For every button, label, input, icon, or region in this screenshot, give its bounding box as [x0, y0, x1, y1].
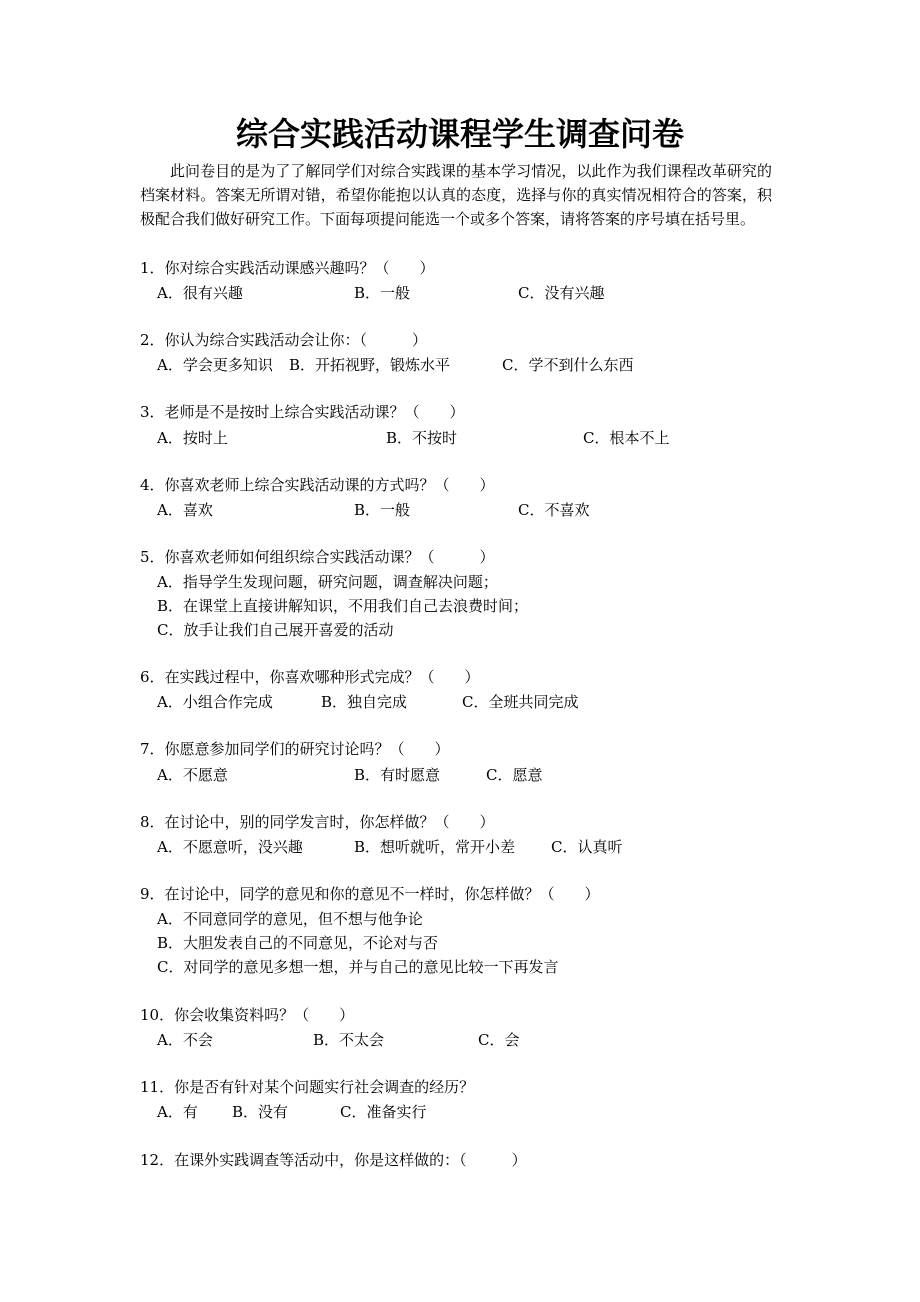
question-12: 12．在课外实践调查等活动中，你是这样做的：（ ）: [140, 1151, 527, 1169]
q4-option-b: B．一般: [354, 501, 411, 519]
q3-option-c: C．根本不上: [583, 429, 670, 447]
q6-option-a: A．小组合作完成: [157, 693, 273, 711]
q7-option-a: A．不愿意: [157, 766, 228, 784]
question-3: 3．老师是不是按时上综合实践活动课？（ ）: [140, 403, 465, 421]
intro-paragraph: [140, 159, 772, 231]
question-2: 2．你认为综合实践活动会让你：（ ）: [140, 331, 428, 349]
q1-option-b: B．一般: [354, 284, 411, 302]
q4-option-c: C．不喜欢: [518, 501, 590, 519]
page-title: 综合实践活动课程学生调查问卷: [235, 115, 684, 153]
q10-option-b: B．不太会: [313, 1031, 385, 1049]
question-10: 10．你会收集资料吗？（ ）: [140, 1006, 355, 1024]
question-7: 7．你愿意参加同学们的研究讨论吗？（ ）: [140, 740, 450, 758]
q2-option-c: C．学不到什么东西: [502, 356, 634, 374]
q11-option-b: B．没有: [232, 1103, 289, 1121]
q5-option-b: B．在课堂上直接讲解知识，不用我们自己去浪费时间；: [157, 597, 529, 615]
q8-option-a: A．不愿意听，没兴趣: [157, 838, 303, 856]
q11-option-c: C．准备实行: [340, 1103, 427, 1121]
question-4: 4．你喜欢老师上综合实践活动课的方式吗？（ ）: [140, 476, 495, 494]
q3-option-b: B．不按时: [386, 429, 458, 447]
intro-text: 此问卷目的是为了了解同学们对综合实践课的基本学习情况，以此作为我们课程改革研究的档案材料。答案无所谓对错，希望你能抱以认真的态度，选择与你的真实情况相符合的答案，积极配合我们做好研究工作。下面每项提问能选一个或多个答案，请将答案的序号填在括号里。: [140, 162, 772, 228]
q9-option-a: A．不同意同学的意见，但不想与他争论: [157, 910, 423, 928]
q1-option-a: A．很有兴趣: [157, 284, 243, 302]
q9-option-b: B．大胆发表自己的不同意见，不论对与否: [157, 934, 439, 952]
q8-option-c: C．认真听: [551, 838, 623, 856]
q5-option-a: A．指导学生发现问题，研究问题，调查解决问题；: [157, 573, 498, 591]
question-1: 1．你对综合实践活动课感兴趣吗？（ ）: [140, 259, 435, 277]
q3-option-a: A．按时上: [157, 429, 228, 447]
q8-option-b: B．想听就听，常开小差: [354, 838, 516, 856]
q2-option-a: A．学会更多知识: [157, 356, 273, 374]
q1-option-c: C．没有兴趣: [518, 284, 605, 302]
q5-option-c: C．放手让我们自己展开喜爱的活动: [157, 621, 394, 639]
q6-option-c: C．全班共同完成: [462, 693, 579, 711]
q9-option-c: C．对同学的意见多想一想，并与自己的意见比较一下再发言: [157, 958, 559, 976]
question-9: 9．在讨论中，同学的意见和你的意见不一样时，你怎样做？（ ）: [140, 885, 600, 903]
q11-option-a: A．有: [157, 1103, 198, 1121]
question-6: 6．在实践过程中，你喜欢哪种形式完成？（ ）: [140, 668, 480, 686]
q7-option-b: B．有时愿意: [354, 766, 441, 784]
q10-option-c: C．会: [478, 1031, 520, 1049]
q7-option-c: C．愿意: [486, 766, 543, 784]
q10-option-a: A．不会: [157, 1031, 213, 1049]
question-8: 8．在讨论中，别的同学发言时，你怎样做？（ ）: [140, 813, 495, 831]
question-11: 11．你是否有针对某个问题实行社会调查的经历？: [140, 1078, 475, 1096]
question-5: 5．你喜欢老师如何组织综合实践活动课？（ ）: [140, 548, 495, 566]
q4-option-a: A．喜欢: [157, 501, 213, 519]
q6-option-b: B．独自完成: [321, 693, 408, 711]
q2-option-b: B．开拓视野，锻炼水平: [289, 356, 451, 374]
